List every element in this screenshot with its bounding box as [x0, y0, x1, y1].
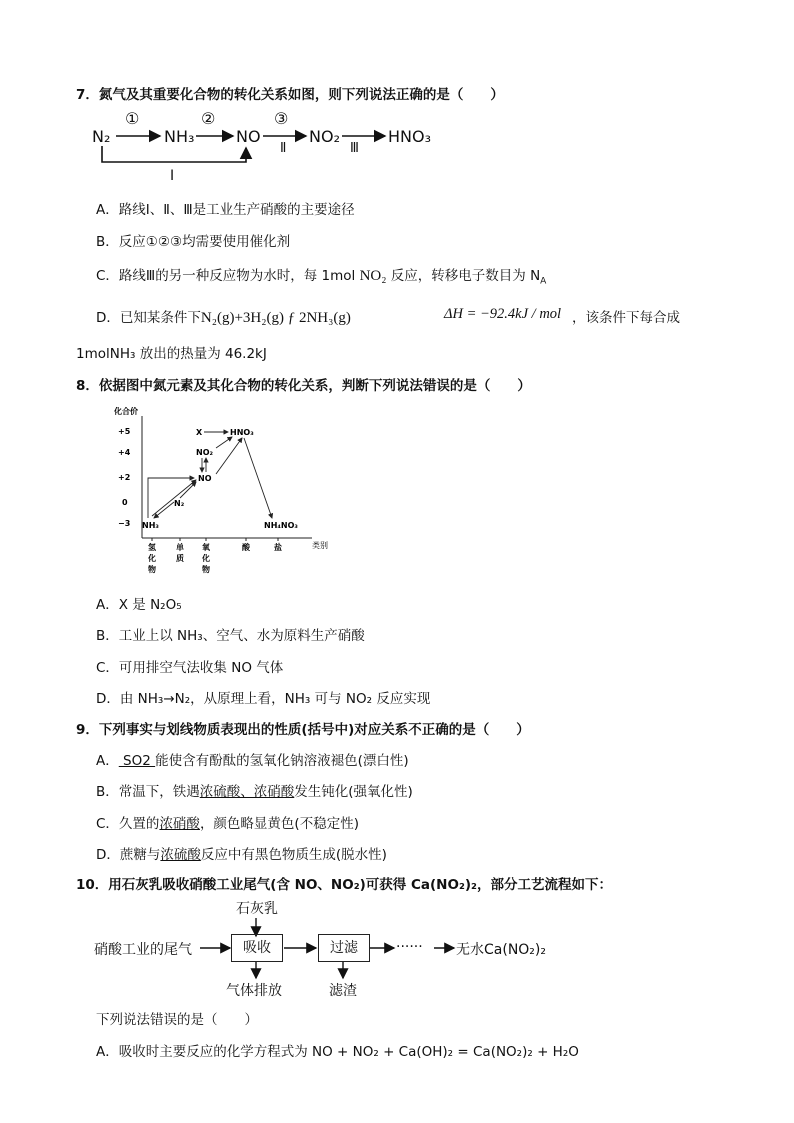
q7-n2: N₂	[92, 127, 111, 146]
q8-label-no2: NO₂	[196, 448, 213, 457]
q7-no: NO	[236, 127, 261, 146]
q8-option-c: C．可用排空气法收集 NO 气体	[96, 660, 284, 676]
q8-ytick-p5: +5	[118, 427, 131, 436]
q8-stem: 8．依据图中氮元素及其化合物的转化关系，判断下列说法错误的是（ ）	[76, 378, 531, 394]
q8-xcat-salt: 盐	[274, 543, 282, 552]
q9-stem: 9．下列事实与划线物质表现出的性质(括号中)对应关系不正确的是（ ）	[76, 722, 530, 738]
q10-source: 硝酸工业的尾气	[94, 942, 192, 958]
q8-option-b: B．工业上以 NH₃、空气、水为原料生产硝酸	[96, 628, 365, 644]
q9-option-c-pre: C．久置的	[96, 816, 160, 832]
q8-ytick-m3: −3	[118, 519, 131, 528]
q7-option-d-eq: N₂(g)+3H₂(g) ƒ 2NH₃(g)	[200, 310, 351, 326]
q7-option-c-post: 反应，转移电子数目为 N	[386, 268, 541, 284]
q7-no2: NO₂	[309, 127, 340, 146]
q9-option-b-underlined: 浓硫酸、浓硝酸	[199, 784, 295, 800]
q9-option-d	[96, 843, 387, 863]
q7-option-b: B．反应①②③均需要使用催化剂	[96, 234, 291, 250]
q7-option-d-post: ，该条件下每合成	[572, 310, 680, 326]
q7-option-d-pre: D．已知某条件下	[96, 310, 201, 326]
q7-option-d	[96, 306, 351, 327]
q10-stem: 10．用石灰乳吸收硝酸工业尾气(含 NO、NO₂)可获得 Ca(NO₂)₂，部分工艺流程如下：	[76, 877, 612, 893]
q9-option-d-post: 反应中有黑色物质生成(脱水性)	[200, 847, 387, 863]
q10-sub-stem: 下列说法错误的是（ ）	[96, 1012, 258, 1028]
q8-xcat-hydride: 氢化物	[148, 543, 156, 574]
q8-arrow-nh3-no-up	[148, 478, 194, 518]
q9-option-b	[96, 780, 413, 800]
q8-label-nh4no3: NH₄NO₃	[264, 521, 298, 530]
q7-step2: ②	[201, 109, 216, 128]
q8-label-x: X	[196, 428, 203, 437]
q10-residue: 滤渣	[329, 983, 357, 999]
q7-step3: ③	[274, 109, 289, 128]
q7-option-c-sub: A	[540, 276, 547, 287]
q7-hno3: HNO₃	[388, 127, 432, 146]
q10-dots: ······	[396, 939, 423, 955]
q10-limewater: 石灰乳	[236, 901, 278, 917]
q10-product: 无水Ca(NO₂)₂	[456, 942, 546, 958]
q7-stem: 7．氮气及其重要化合物的转化关系如图，则下列说法正确的是（ ）	[76, 87, 504, 103]
q8-arrow-nh3-no	[152, 480, 196, 516]
q7-route1: Ⅰ	[170, 168, 175, 184]
q9-option-a	[96, 749, 409, 769]
q7-option-c-chem: NO₂	[359, 268, 387, 284]
q8-xlabel: 类别	[312, 541, 328, 550]
q7-route1-arrow	[102, 146, 246, 162]
q8-arrow-n2-nh3	[154, 502, 174, 518]
q9-option-a-post: 能使含有酚酞的氢氧化钠溶液褪色(漂白性)	[155, 753, 409, 769]
q7-option-c	[96, 264, 546, 287]
q8-label-n2: N₂	[174, 499, 185, 508]
q9-option-c	[96, 812, 359, 832]
q8-arrow-n2-no	[180, 482, 196, 498]
q7-option-c-pre: C．路线Ⅲ的另一种反应物为水时，每 1mol	[96, 268, 360, 284]
q8-label-hno3: HNO₃	[230, 428, 254, 437]
q9-option-a-underlined: SO2	[118, 753, 156, 769]
q9-option-d-underlined: 浓硫酸	[160, 847, 201, 863]
q8-xcat-element: 单质	[176, 543, 184, 563]
q7-option-a: A．路线Ⅰ、Ⅱ、Ⅲ是工业生产硝酸的主要途径	[96, 202, 355, 218]
q7-nh3: NH₃	[164, 127, 195, 146]
q8-option-a: A．X 是 N₂O₅	[96, 597, 182, 613]
q8-xcat-acid: 酸	[242, 543, 250, 552]
q9-option-b-pre: B．常温下，铁遇	[96, 784, 200, 800]
q8-arrow-no-hno3	[216, 438, 242, 474]
q8-label-nh3: NH₃	[142, 521, 159, 530]
q10-box-filter: 过滤	[318, 934, 370, 962]
q9-option-c-post: ，颜色略显黄色(不稳定性)	[199, 816, 359, 832]
q8-valence-chart	[112, 402, 362, 580]
q7-reaction-diagram	[88, 106, 468, 188]
q8-ylabel: 化合价	[114, 407, 138, 416]
q7-step1: ①	[125, 109, 140, 128]
q8-ytick-p4: +4	[118, 448, 131, 457]
q8-option-d: D．由 NH₃→N₂，从原理上看，NH₃ 可与 NO₂ 反应实现	[96, 691, 431, 707]
q10-process-flow	[90, 896, 570, 1002]
q8-xcat-oxide: 氧化物	[202, 543, 210, 574]
q10-option-a: A．吸收时主要反应的化学方程式为 NO + NO₂ + Ca(OH)₂ = Ca(NO₂)₂ + H₂O	[96, 1044, 579, 1060]
q9-option-c-underlined: 浓硝酸	[159, 816, 200, 832]
q10-box-absorb: 吸收	[231, 934, 283, 962]
q8-label-no: NO	[198, 474, 212, 483]
q8-arrow-hno3-nh4no3	[244, 438, 272, 518]
q8-ytick-p2: +2	[118, 473, 131, 482]
q7-route3: Ⅲ	[350, 141, 359, 156]
q8-ytick-0: 0	[122, 498, 128, 507]
q7-option-d-dh: ΔH = −92.4kJ / mol	[444, 306, 562, 322]
q9-option-a-pre: A．	[96, 753, 119, 769]
q10-gas-out: 气体排放	[226, 983, 282, 999]
q7-option-d-line2: 1molNH₃ 放出的热量为 46.2kJ	[76, 346, 267, 362]
q9-option-d-pre: D．蔗糖与	[96, 847, 161, 863]
q7-route2: Ⅱ	[280, 141, 287, 156]
q8-arrow-no2-hno3	[216, 437, 232, 448]
q9-option-b-post: 发生钝化(强氧化性)	[294, 784, 413, 800]
